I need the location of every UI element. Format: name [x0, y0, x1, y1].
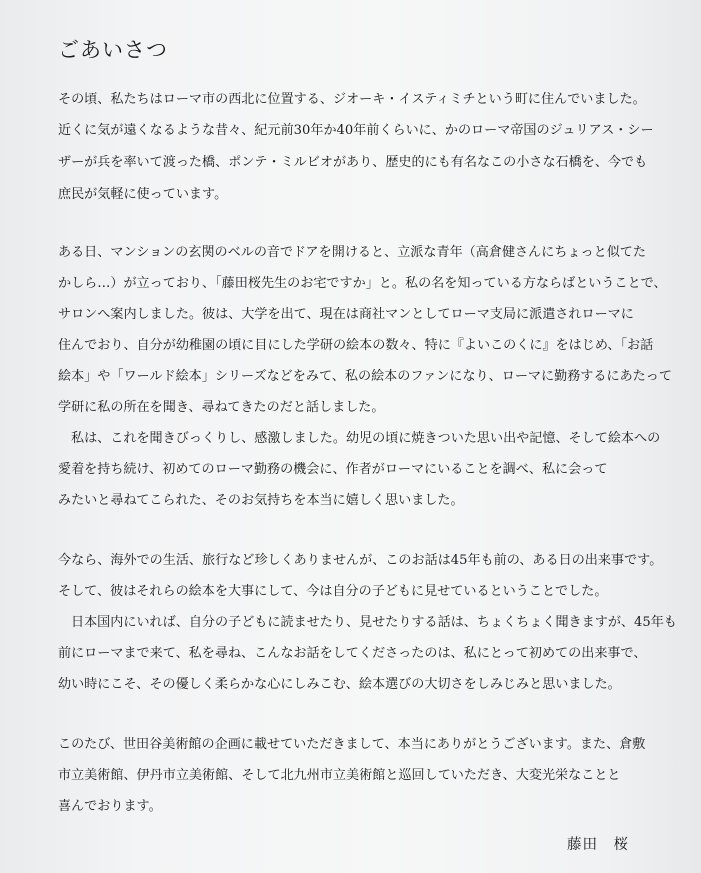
- text-line: 絵本」や「ワールド絵本」シリーズなどをみて、私の絵本のファンになり、ローマに勤務するにあたって: [58, 369, 672, 384]
- text-line: 愛着を持ち続け、初めてのローマ勤務の機会に、作者がローマにいることを調べ、私に会って: [58, 462, 608, 477]
- page-title: ごあいさつ: [58, 38, 168, 62]
- author-signature: 藤田 桜: [567, 837, 629, 853]
- text-line: このたび、世田谷美術館の企画に載せていただきまして、本当にありがとうございます。また、倉敷: [58, 737, 646, 752]
- text-line: 住んでおり、自分が幼稚園の頃に目にした学研の絵本の数々、特に『よいこのくに』をはじめ、「お話: [58, 338, 654, 353]
- text-line: 幼い時にこそ、その優しく柔らかな心にしみこむ、絵本選びの大切さをしみじみと思いました。: [58, 677, 621, 692]
- text-line: みたいと尋ねてこられた、そのお気持ちを本当に嬉しく思いました。: [58, 493, 464, 508]
- text-line: 喜んでおります。: [58, 799, 162, 814]
- text-line: かしら…）が立っており、「藤田桜先生のお宅ですか」と。私の名を知っている方ならばということで、: [58, 276, 667, 291]
- text-line: その頃、私たちはローマ市の西北に位置する、ジオーキ・イスティミチという町に住んでいました。: [58, 92, 646, 107]
- text-line: 近くに気が遠くなるような昔々、紀元前30年か40年前くらいに、かのローマ帝国のジュリアス・シー: [58, 123, 654, 138]
- text-line: 私は、これを聞きびっくりし、感激しました。幼児の頃に焼きついた思い出や記憶、そして絵本への: [71, 431, 661, 446]
- text-line: 今なら、海外での生活、旅行など珍しくありませんが、このお話は45年も前の、ある日の出来事です。: [58, 553, 663, 568]
- text-line: ある日、マンションの玄関のベルの音でドアを開けると、立派な青年（高倉健さんにちょっと似てた: [58, 245, 646, 260]
- text-line: 市立美術館、伊丹市立美術館、そして北九州市立美術館と巡回していただき、大変光栄なことと: [58, 768, 621, 783]
- text-line: サロンへ案内しました。彼は、大学を出て、現在は商社マンとしてローマ支局に派遣されローマに: [58, 307, 634, 322]
- text-line: ザーが兵を率いて渡った橋、ポンテ・ミルビオがあり、歴史的にも有名なこの小さな石橋を、今でも: [58, 155, 648, 170]
- text-line: 前にローマまで来て、私を尋ね、こんなお話をしてくださったのは、私にとって初めての出来事で、: [58, 646, 647, 661]
- text-line: 庶民が気軽に使っています。: [58, 187, 228, 202]
- text-line: 学研に私の所在を聞き、尋ねてきたのだと話しました。: [58, 400, 385, 415]
- text-line: 日本国内にいれば、自分の子どもに読ませたり、見せたりする話は、ちょくちょく聞きますが、45年も: [71, 615, 677, 630]
- text-line: そして、彼はそれらの絵本を大事にして、今は自分の子どもに見せているということでした。: [58, 584, 608, 599]
